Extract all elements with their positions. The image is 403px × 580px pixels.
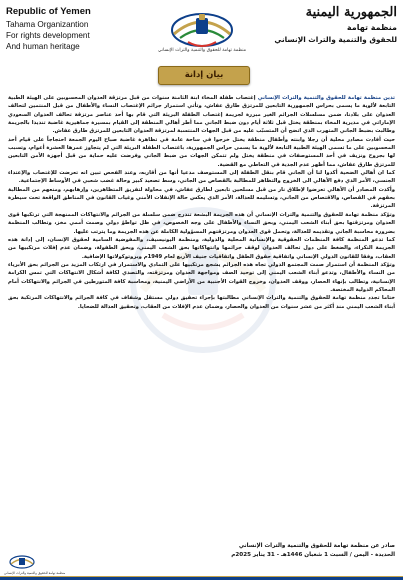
body-paragraph: ختاما تجدد منظمة تهامة للحقوق والتنمية والتراث الإنساني مطالبتها بإجراء تحقيق دولي مستقل وشفاف في كافة الجرائم والانتهاكات المرتكبة بحق أبناء الشعب اليمني منذ أكثر من عشر سنوات من العدوان والحصار، وضمان عدم الإفلات من العقاب، وتحقيق العدالة للضحايا.: [8, 295, 395, 310]
body-paragraph: كما تدعو المنظمة كافة المنظمات الحقوقية والإنسانية المحلية والدولية، ومنظمة اليونيسيف، والمفوضية السامية لحقوق الإنسان، إلى إدانة هذه الجريمة النكراء، والضغط على دول تحالف العدوان لوقف جرائمها وانتهاكاتها بحق الشعب اليمني، وبحق الطفولة، وضمان عدم إفلات مرتكبيها من العقاب، وفقا للقانون الدولي الإنساني واتفاقية حقوق الطفل واتفاقيات جنيف الأربع لعام 1949م وبروتوكولاتها الإضافية.: [8, 236, 395, 260]
issue-place-date: الحديدة - اليمن / السبت 1 شعبان 1446هـ - 31 يناير 2025م: [231, 552, 395, 558]
header-country: Republic of Yemen: [6, 6, 91, 17]
footer-org-name: منظمة تهامة للحقوق والتنمية والتراث الإنساني: [4, 571, 66, 575]
header-org-line2: For rights development: [6, 31, 90, 40]
header-org-line3: And human heritage: [6, 42, 80, 51]
header-org-arabic: منظمة تهامة: [346, 23, 397, 32]
statement-body: [8, 94, 395, 311]
issued-by: صادر عن منظمة تهامة للحقوق والتنمية والتراث الإنساني: [238, 543, 395, 549]
arabic-header: [273, 4, 397, 45]
body-paragraph: حيث أفادت مصادر محلية أن رجلا وابنته وأطفال منطقة يختل خرجوا في ساحة عامة في تظاهرة غاضبة صباح اليوم الجمعة احتجاجاً على قيام أحد المحسوبين على ما تسمى الهيئة الطبية التابعة لألوية ما يسمى حراس الجمهورية، باغتصاب الطفلة البريئة التي لم يتجاوز عمرها العشرة أعوام، وتسبب لها بجروح ونزيف في أحد المستوصفات في منطقة يختل ولم تتمكن الجهات من ضبط الجاني وفرضت عليه حماية من قبل أجهزة الأمن التابعين للمرتزق طارق عفاش، مما أظهر عدم الجدية في التعاطي مع القضية.: [8, 136, 395, 168]
header-org-arabic-sub: للحقوق والتنمية والتراث الإنساني: [274, 35, 397, 44]
statement-signature: [95, 542, 395, 560]
footer-band: [0, 568, 403, 580]
body-paragraph: كما ان أهالي الضحية أكدوا لنا أن الجاني قام بنقل الطفلة إلى المستوصف مدعيا أنها من أقاربه، وعند الفحص تبين انه تعرضت للإغتصاب والإعتداء الجنسي، الأمر الذي دفع الأهالي الى الخروج والتظاهر للمطالبة بالقصاص من الجاني، وسط تصعيد كبير وحالة غضب شعبي في الأوساط الإجتماعية.: [8, 170, 395, 185]
header-org-line1: Tahama Organizantion: [6, 20, 89, 29]
english-header: [6, 6, 136, 52]
body-paragraph: وتؤكد المنظمة أن استمرار صمت المجتمع الدولي تجاه هذه الجرائم يشجع مرتكبيها على التمادي والاستمرار في ارتكاب المزيد من الجرائم بحق الأبرياء من النساء والأطفال، وتدعو أبناء الشعب اليمني إلى توحيد الصف ومواجهة العدوان ومرتزقته، والتصدي لكافة أشكال الانتهاكات التي تمس الكرامة الإنسانية، وتطالب بإنهاء الحصار، ووقف العدوان، وخروج القوات الأجنبية من الأراضي اليمنية، ومحاسبة كافة المتورطين في الجرائم والانتهاكات أمام المحاكم الدولية المختصة.: [8, 261, 395, 293]
paragraph-text: إغتصاب طفلة المخاء ابنة الثامنة سنوات من قبل مرتزقة العدوان المحسوبين على الهيئة الطبية التابعة لألوية ما يسمى بحراس الجمهورية التابعين للمرتزق طارق عفاش، وتأتي استمرار جرائم الإغتصاب النساء والأطفال من قبل المنتمين لتحالف العدوان على بلادنا، ضمن مسلسلات الجرائم الغير مبررة لجريمة إغتصاب الطفلة البريئة التي قام بها أحد عناصر مرتزقة تحالف العدوان السعودي الإماراتي في مديرية المخاء بمنطقة يختل قبل ثلاثة أيام دون ضبط الجاني مما أطر أهالي المنطقة إلى القيام بمسيرة جماهيرية غاضبة تنديدا بالجريمة وطالبت بضبط الجاني المتهرب الذي اتضح أن المتسبّب عليه من قبل الجهات المنتسبة لمرتزقة العدوان التابعين للمرتزق طارق عفاش.: [8, 95, 395, 135]
body-org-name: تدين منظمة تهامة للحقوق والتنمية والتراث الإنساني: [257, 95, 395, 101]
body-paragraph: [8, 94, 395, 136]
header-republic-arabic: الجمهورية اليمنية: [305, 5, 397, 20]
logo-org-name: منظمة تهامة للحقوق والتنمية والتراث الإنساني: [157, 48, 247, 53]
body-paragraph: وتؤكد منظمة تهامة للحقوق والتنمية والتراث الإنساني أن هذه الجريمة البشعة تندرج ضمن سلسلة من الجرائم والانتهاكات الممنهجة التي ترتكبها قوى العدوان ومرتزقتها بحق أبناء الشعب اليمني، وبحق النساء والأطفال على وجه الخصوص، في ظل تواطؤ دولي وصمت أممي مخز، وتطالب المنظمة بضرورة محاسبة الجاني وتقديمه للعدالة، وتحمل قوى العدوان ومرتزقتهم المسؤولية الكاملة عن هذه الجريمة وما يترتب عليها.: [8, 211, 395, 235]
body-paragraph: وأكدت المصادر أن الأهالي تعرضوا لإطلاق نار من قبل مسلحين تابعين لطارق عفاش، في محاولة لتفريق المتظاهرين، وإرهابهم، ومنعهم من المطالبة بحقهم في القصاص، والاقتصاص من الجاني، وتسليمه للعدالة، الأمر الذي يعكس حالة الإنفلات الأمني وغياب القانون في المناطق الواقعة تحت سيطرة المرتزقة.: [8, 186, 395, 210]
statement-title: بيان إدانة: [158, 66, 250, 85]
